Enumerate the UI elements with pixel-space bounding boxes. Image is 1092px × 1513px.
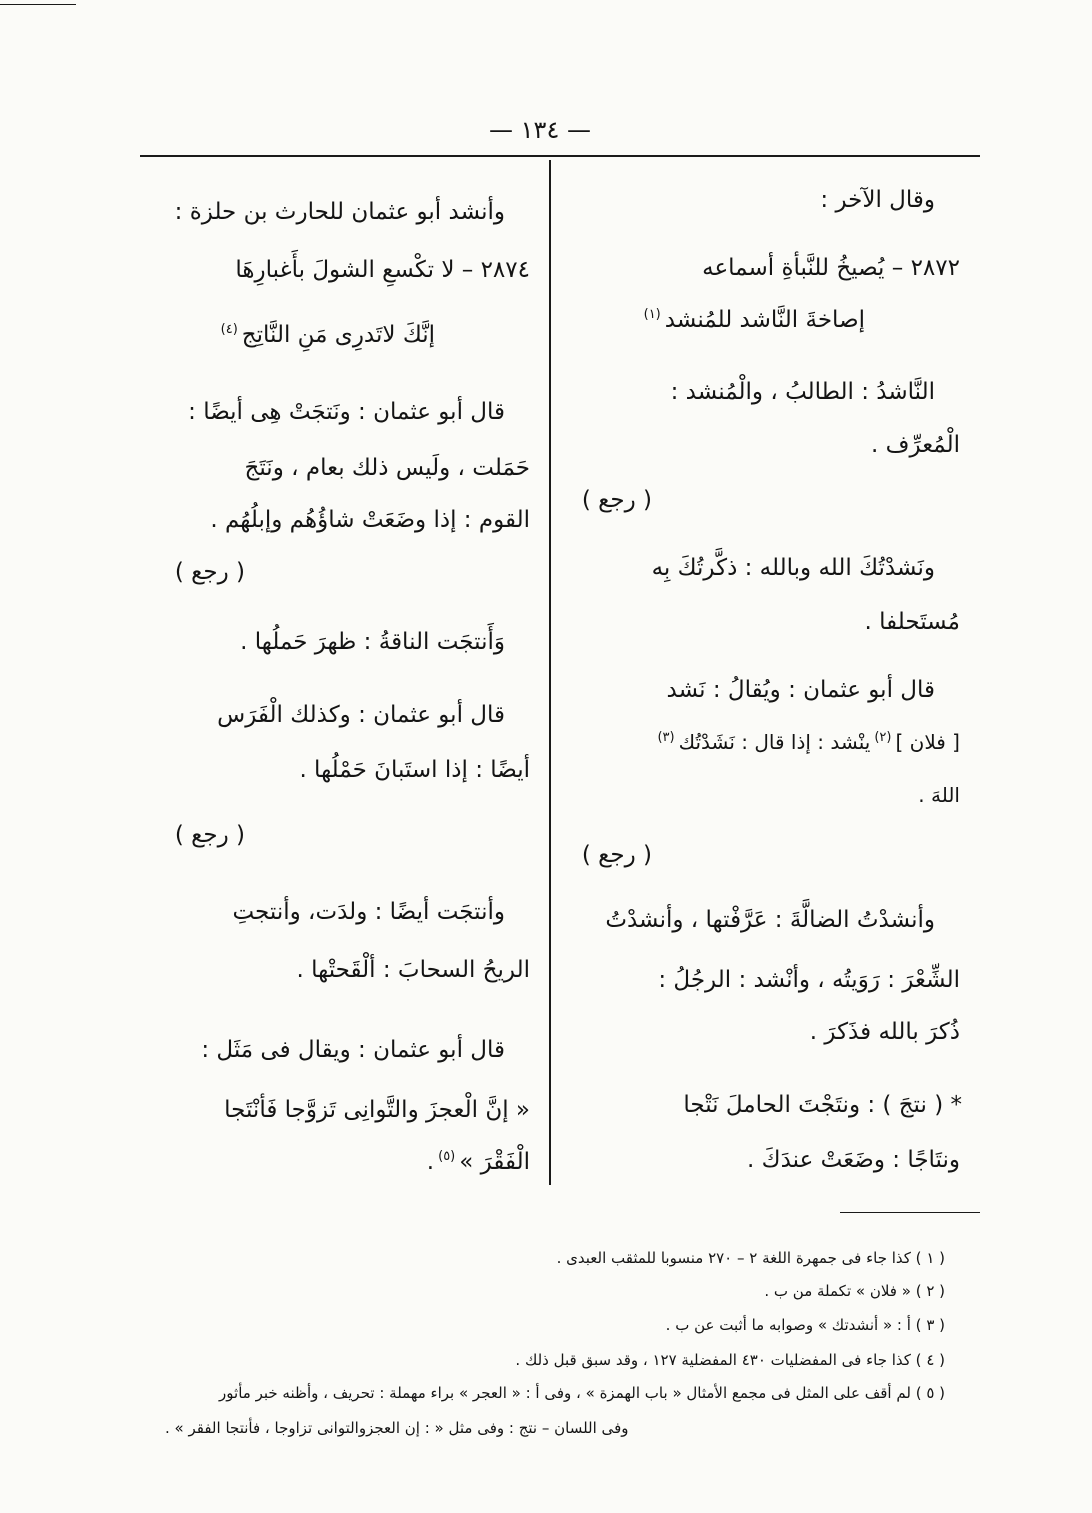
text-line: النَّاشدُ : الطالبُ ، والْمُنشد : <box>670 379 935 405</box>
verse-text: إنَّكَ لاتَدرِى مَنِ النَّاتِج <box>241 322 435 348</box>
text-line: ونتَاجًا : وضَعَتْ عندَكَ . <box>747 1147 960 1173</box>
footnote-continuation: وفى اللسان – نتج : وفى مثل « : إن العجزوالتوانى تزاوجا ، فأنتجا الفقر » . <box>165 1419 629 1437</box>
text-line: وقال الآخر : <box>820 187 935 213</box>
text-line <box>653 722 960 762</box>
text-segment: [ فلان ] <box>895 730 960 754</box>
verse-line <box>217 315 435 355</box>
footnote: ( ٢ ) « فلان » تكملة من ب . <box>764 1282 945 1300</box>
verse-text: إصاخةَ النَّاشد للمُنشد <box>664 307 865 333</box>
header-rule <box>140 155 980 157</box>
verse-line: ٢٨٧٢ – يُصيخُ للنَّبأةِ أسماعه <box>702 255 960 281</box>
text-line: قال أبو عثمان : ويُقالُ : نَشد <box>666 677 935 703</box>
footnote: ( ٣ ) أ : « أنشدتك » وصوابه ما أثبت عن ب . <box>665 1316 945 1334</box>
text-line: قال أبو عثمان : ويقال فى مَثَل : <box>201 1037 505 1063</box>
section-marker: ( رجع ) <box>174 559 245 585</box>
footnote-marker: (٢) <box>874 730 892 746</box>
text-line: قال أبو عثمان : وكذلك الْفَرَس <box>217 702 505 728</box>
text-line: الْمُعرِّف . <box>871 432 960 458</box>
text-line: القوم : إذا وضَعَتْ شاؤُهُم وإبلُهُم . <box>210 507 530 533</box>
text-line: الشِّعْرَ : رَوَيتُه ، وأنْشد : الرجُلُ : <box>658 967 960 993</box>
verse-line: ٢٨٧٤ – لا تكْسعِ الشولَ بأَغبارِهَا <box>235 257 530 283</box>
text-line: « إنَّ الْعجزَ والتَّوانِى تَزوَّجا فَأنْتَجا <box>224 1097 530 1123</box>
column-divider <box>549 160 551 1185</box>
text-segment: . <box>426 1149 435 1175</box>
footnote: ( ١ ) كذا جاء فى جمهرة اللغة ٢ – ٢٧٠ منسوبا للمثقب العبدى . <box>556 1249 945 1267</box>
text-line: مُستَحلفا . <box>864 609 960 635</box>
entry-heading-line: * ( نتجَ ) : ونتَجْتَ الحاملَ نَتْجا <box>683 1092 962 1118</box>
footnote: ( ٥ ) لم أقف على المثل فى مجمع الأمثال « باب الهمزة » ، وفى أ : « العجر » براء مهملة : تحريف ، وأظنه خبر مأثور <box>219 1384 945 1402</box>
text-line: حَمَلت ، ولَيس ذلك بعام ، ونَتَجَ <box>244 455 530 481</box>
text-line: الريحُ السحابَ : ألْقَحتْها . <box>296 957 530 983</box>
section-marker: ( رجع ) <box>174 822 245 848</box>
footnote-separator <box>840 1212 980 1213</box>
text-line: وأنتجَت أيضًا : ولدَت، وأنتجتِ <box>232 899 505 925</box>
page-number: — ١٣٤ — <box>489 116 591 144</box>
text-line: وأنشدْتُ الضالَّةَ : عَرَّفْتها ، وأنشدْتُ <box>605 907 935 933</box>
text-line <box>427 1142 530 1182</box>
text-segment: ينْشد : إذا قال : نَشَدْتُك <box>678 730 871 754</box>
verse-line <box>640 300 865 340</box>
section-marker: ( رجع ) <box>581 842 652 868</box>
footnote-marker: (١) <box>643 307 661 323</box>
footnote-marker: (٤) <box>220 322 238 338</box>
text-line: أيضًا : إذا استَبانَ حَمْلُها . <box>299 757 530 783</box>
text-line: اللهَ . <box>918 783 960 807</box>
text-line: قال أبو عثمان : ونَتجَتْ هِى أيضًا : <box>188 399 505 425</box>
text-line: ذُكرَ بالله فذَكرَ . <box>809 1019 960 1045</box>
text-line: وَأَنتجَت الناقةُ : ظهرَ حَملُها . <box>240 629 505 655</box>
section-marker: ( رجع ) <box>581 487 652 513</box>
footnote: ( ٤ ) كذا جاء فى المفضليات ٤٣٠ المفضلية ١٢٧ ، وقد سبق قبل ذلك . <box>515 1351 945 1369</box>
text-segment: الْفَقْرَ » <box>459 1149 530 1175</box>
footnote-marker: (٥) <box>438 1149 456 1165</box>
text-line: ونَشدْتُكَ الله وبالله : ذكَّرتُكَ بِه <box>651 555 935 581</box>
text-line: وأنشد أبو عثمان للحارث بن حلزة : <box>174 199 505 225</box>
footnote-marker: (٣) <box>657 730 675 746</box>
scan-edge-mark <box>0 4 76 5</box>
